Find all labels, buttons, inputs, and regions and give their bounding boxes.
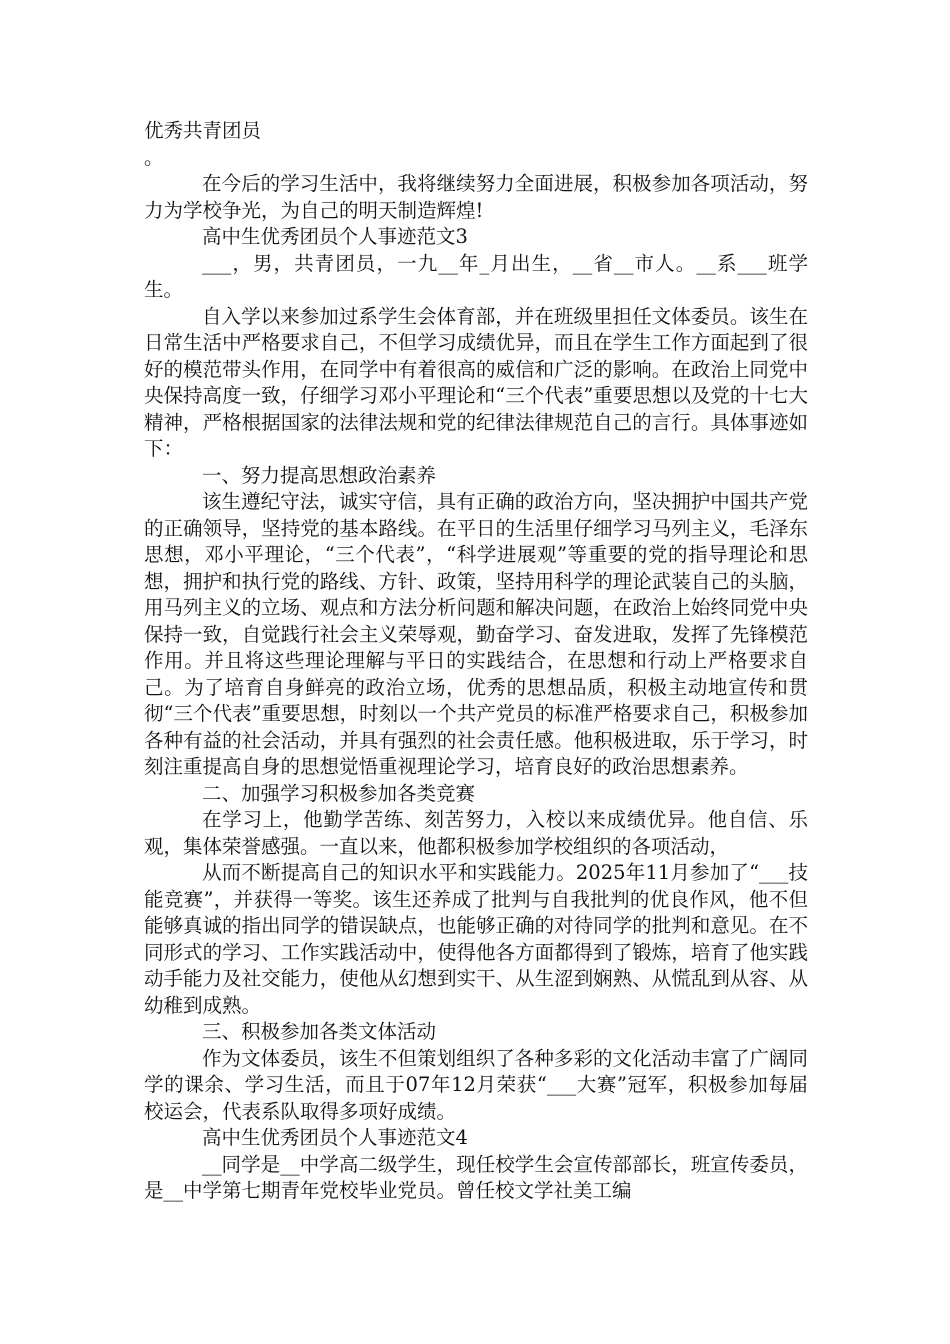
- paragraph: 。: [144, 145, 164, 169]
- document-title: 优秀共青团员: [144, 119, 262, 142]
- paragraph: 自入学以来参加过系学生会体育部，并在班级里担任文体委员。该生在日常生活中严格要求自己，不但学习成绩优异，而且在学生工作方面起到了很好的模范带头作用，在同学中有着很高的威信和广泛的影响。在政治上同党中央保持高度一致，仔细学习邓小平理论和“三个代表”重要思想以及党的十七大精神，严格根据国家的法律法规和党的纪律法律规范自己的言行。具体事迹如下：: [144, 304, 808, 460]
- paragraph: 在学习上，他勤学苦练、刻苦努力，入校以来成绩优异。他自信、乐观，集体荣誉感强。一直以来，他都积极参加学校组织的各项活动，: [144, 808, 808, 858]
- paragraph: __同学是__中学高二级学生，现任校学生会宣传部部长，班宣传委员，是__中学第七期青年党校毕业党员。曾任校文学社美工编: [144, 1152, 808, 1202]
- document-body: [144, 118, 808, 1205]
- paragraph: 高中生优秀团员个人事迹范文3: [202, 225, 468, 248]
- paragraph: 该生遵纪守法，诚实守信，具有正确的政治方向，坚决拥护中国共产党的正确领导，坚持党的基本路线。在平日的生活里仔细学习马列主义，毛泽东思想，邓小平理论，“三个代表”，“科学进展观”等重要的党的指导理论和思想，拥护和执行党的路线、方针、政策，坚持用科学的理论武装自己的头脑，用马列主义的立场、观点和方法分析问题和解决问题，在政治上始终同党中央保持一致，自觉践行社会主义荣辱观，勤奋学习、奋发进取，发挥了先锋模范作用。并且将这些理论理解与平日的实践结合，在思想和行动上严格要求自己。为了培育自身鲜亮的政治立场，优秀的思想品质，积极主动地宣传和贯彻“三个代表”重要思想，时刻以一个共产党员的标准严格要求自己，积极参加各种有益的社会活动，并具有强烈的社会责任感。他积极进取，乐于学习，时刻注重提高自身的思想觉悟重视理论学习，培育良好的政治思想素养。: [144, 490, 808, 778]
- paragraph: ___，男，共青团员，一九__年_月出生，__省__市人。__系___班学生。: [144, 251, 808, 301]
- paragraph: 三、积极参加各类文体活动: [202, 1020, 437, 1043]
- paragraph: 在今后的学习生活中，我将继续努力全面进展，积极参加各项活动，努力为学校争光，为自己的明天制造辉煌!: [144, 172, 808, 222]
- paragraph: 作为文体委员，该生不但策划组织了各种多彩的文化活动丰富了广阔同学的课余、学习生活，而且于07年12月荣获“___大赛”冠军，积极参加每届校运会，代表系队取得多项好成绩。: [144, 1046, 808, 1123]
- paragraph: 二、加强学习积极参加各类竞赛: [202, 781, 476, 805]
- paragraph: 从而不断提高自己的知识水平和实践能力。2025年11月参加了“___技能竞赛”，并获得一等奖。该生还养成了批判与自我批判的优良作风，他不但能够真诚的指出同学的错误缺点，也能够正确的对待同学的批判和意见。在不同形式的学习、工作实践活动中，使得他各方面都得到了锻炼，培育了他实践动手能力及社交能力，使他从幻想到实干、从生涩到娴熟、从慌乱到从容、从幼稚到成熟。: [144, 861, 808, 1017]
- paragraph: 高中生优秀团员个人事迹范文4: [202, 1126, 468, 1149]
- paragraph: 一、努力提高思想政治素养: [202, 463, 437, 487]
